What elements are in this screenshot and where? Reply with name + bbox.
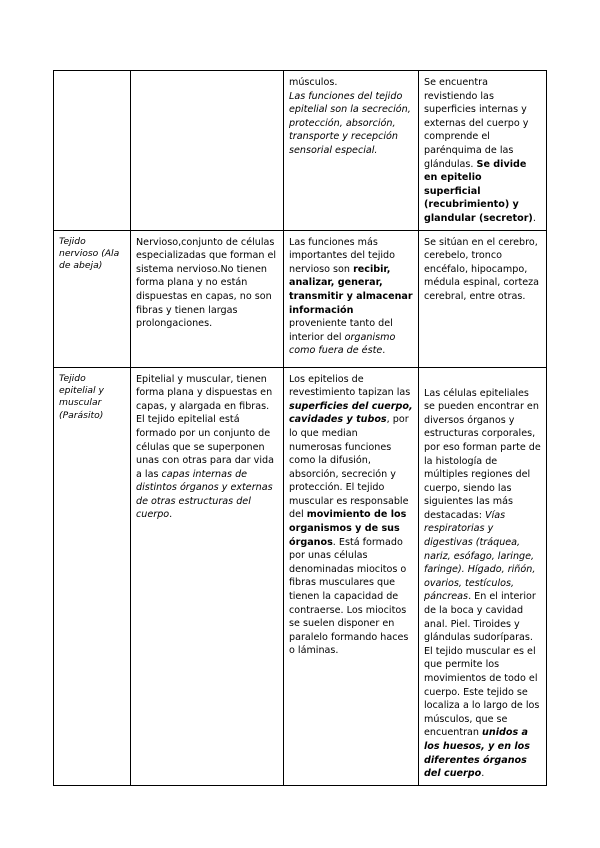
functions-cell [284, 71, 419, 231]
cell-text-segment: Los epitelios de revestimiento tapizan las [289, 373, 411, 399]
location-cell [419, 367, 547, 785]
description-cell [131, 230, 284, 367]
cell-text-segment: Nervioso,conjunto de células especializadas que forman el sistema nervioso.No tienen forma plana y no están dispuestas en capas, no son fibras y tienen largas prolongaciones. [136, 236, 277, 330]
cell-text-segment: . [481, 768, 485, 780]
cell-text-segment: . [169, 509, 173, 521]
functions-cell [284, 230, 419, 367]
cell-text-segment: Las funciones del tejido epitelial son la secreción, protección, absorción, transporte y recepción sensorial especial. [289, 90, 411, 156]
cell-text-segment: . [382, 345, 386, 357]
functions-cell [284, 367, 419, 785]
table-row [54, 71, 547, 231]
cell-text-segment: superficies del cuerpo, cavidades y tubos [289, 400, 413, 426]
tissue-name-cell [54, 230, 131, 367]
cell-text-segment: El tejido muscular es el que permite los movimientos de todo el cuerpo. Este tejido se localiza a lo largo de los músculos, que se encuentran [424, 645, 540, 739]
cell-text-segment: Se sitúan en el cerebro, cerebelo, tronco encéfalo, hipocampo, médula espinal, corteza cerebral, entre otras. [424, 236, 540, 302]
cell-text-segment: Las células epiteliales se pueden encontrar en diversos órganos y estructuras corporales, por eso forman parte de la histología de múltiples regiones del cuerpo, siendo las siguientes las más destacadas: [424, 387, 541, 521]
cell-text-segment: Se encuentra revistiendo las superficies internas y externas del cuerpo y comprende el parénquima de las glándulas. [424, 77, 529, 170]
cell-text-segment: Tejido epitelial y muscular (Parásito) [59, 372, 104, 421]
tissue-table [53, 70, 547, 786]
table-row [54, 367, 547, 785]
location-cell [419, 230, 547, 367]
cell-text-segment: Epitelial y muscular, tienen forma plana y dispuestas en capas, y alargada en fibras. El tejido epitelial está formado por un conjunto de células que se superponen unas con otras para dar vida a las [136, 373, 274, 480]
cell-text-segment: Las funciones más importantes del tejido nervioso son [289, 236, 396, 275]
cell-text-segment: unidos a los huesos, y en los diferentes órganos del cuerpo [424, 727, 530, 780]
cell-text-segment: , por lo que median numerosas funciones como la difusión, absorción, secreción y protección. El tejido muscular es responsable del [289, 414, 409, 521]
cell-text-segment: organismo como fuera de éste [289, 331, 396, 357]
cell-text-segment: Vías respiratorias y digestivas (tráquea, nariz, esófago, laringe, faringe). Hígado, riñón, ovarios, testículos, páncreas [424, 509, 536, 603]
cell-text-segment: capas internas de distintos órganos y externas de otras estructuras del cuerpo [136, 468, 273, 521]
cell-text-segment: movimiento de los organismos y de sus órganos [289, 509, 407, 548]
description-cell [131, 367, 284, 785]
tissue-name-cell [54, 367, 131, 785]
cell-top-spacing [424, 373, 541, 387]
cell-text-segment: músculos. [289, 77, 338, 88]
cell-text-segment: Se divide en epitelio superficial (recubrimiento) y glandular (secretor) [424, 158, 533, 224]
cell-text-segment: . [532, 212, 536, 224]
table-row [54, 230, 547, 367]
location-cell [419, 71, 547, 231]
cell-text-segment: . Está formado por unas células denominadas miocitos o fibras musculares que tienen la capacidad de contraerse. Los miocitos se suelen disponer en paralelo formando haces o láminas. [289, 536, 409, 657]
cell-text-segment: recibir, analizar, generar, transmitir y almacenar información [289, 263, 413, 316]
description-cell [131, 71, 284, 231]
tissue-name-cell [54, 71, 131, 231]
cell-text-segment: . En el interior de la boca y cavidad anal. Piel. Tiroides y glándulas sudoríparas. [424, 591, 536, 644]
cell-text-segment: Tejido nervioso (Ala de abeja) [59, 235, 120, 272]
cell-text-segment: proveniente tanto del interior del [289, 318, 393, 343]
